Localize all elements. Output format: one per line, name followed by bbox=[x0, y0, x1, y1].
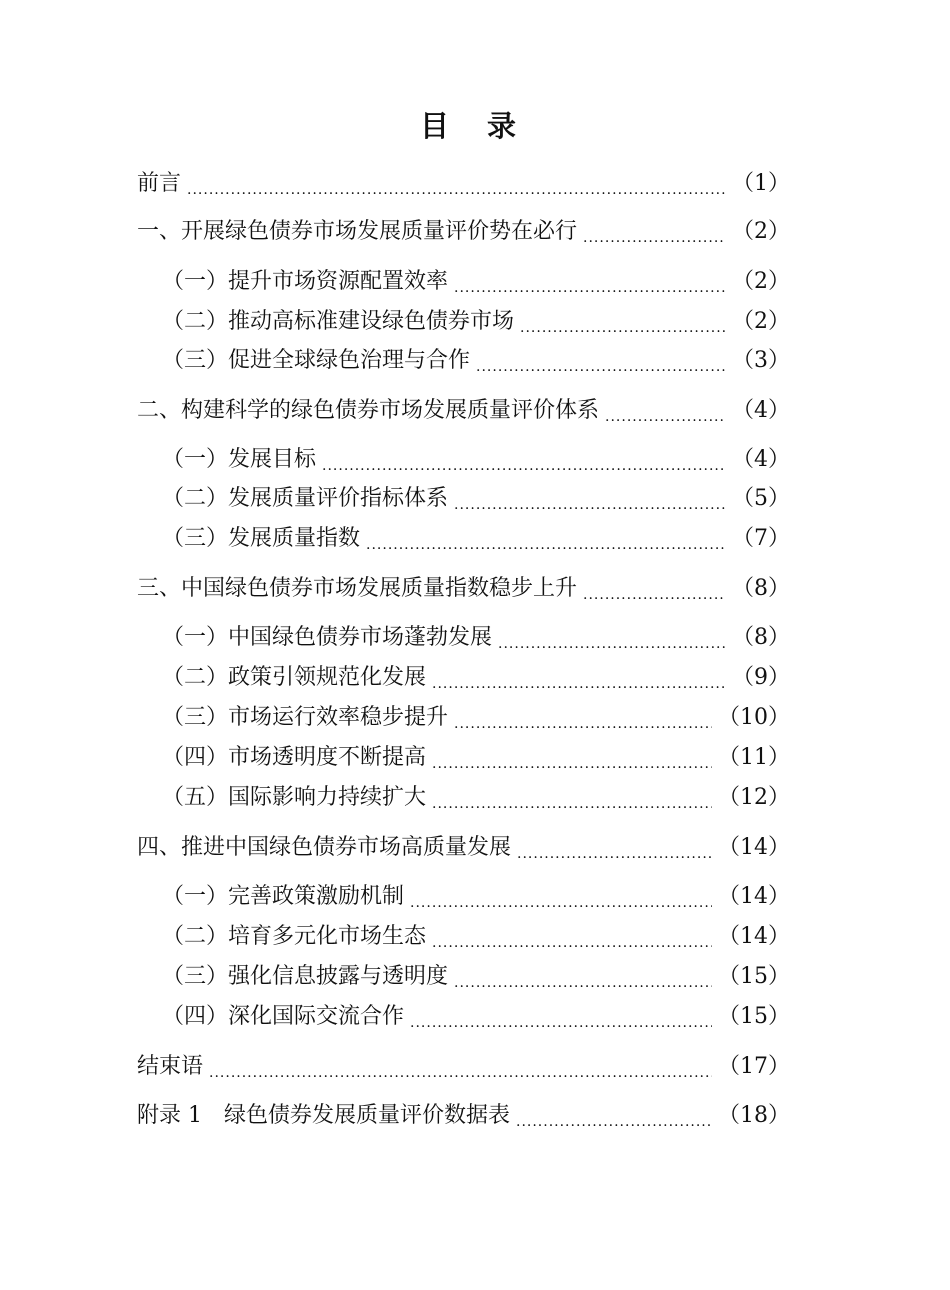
toc-entry-page: （11） bbox=[718, 745, 790, 770]
toc-entry-title: （三）发展质量指数 bbox=[162, 526, 361, 551]
toc-subentry[interactable] bbox=[162, 623, 790, 653]
toc-entry-page: （2） bbox=[732, 269, 790, 294]
toc-entry-title: （三）市场运行效率稳步提升 bbox=[162, 705, 449, 730]
dot-leader bbox=[322, 445, 726, 475]
dot-leader bbox=[476, 346, 726, 376]
page-title: 目 录 bbox=[419, 109, 531, 143]
toc-subentry[interactable] bbox=[162, 267, 790, 297]
toc-subentry[interactable] bbox=[162, 882, 790, 912]
toc-entry-title: 四、推进中国绿色债券市场高质量发展 bbox=[137, 835, 512, 860]
dot-leader bbox=[517, 833, 712, 863]
dot-leader bbox=[366, 524, 726, 554]
toc-entry-title: （一）完善政策激励机制 bbox=[162, 884, 405, 909]
dot-leader bbox=[209, 1052, 712, 1082]
dot-leader bbox=[187, 169, 726, 199]
toc-subentry[interactable] bbox=[162, 484, 790, 514]
toc-entry-page: （10） bbox=[718, 705, 790, 730]
toc-subentry[interactable] bbox=[162, 1002, 790, 1032]
toc-entry[interactable] bbox=[137, 396, 790, 426]
toc-entry-title: （四）市场透明度不断提高 bbox=[162, 745, 427, 770]
toc-entry[interactable] bbox=[137, 1101, 790, 1131]
toc-entry-page: （2） bbox=[732, 309, 790, 334]
dot-leader bbox=[454, 267, 726, 297]
dot-leader bbox=[410, 882, 712, 912]
dot-leader bbox=[454, 484, 726, 514]
toc-entry[interactable] bbox=[137, 1052, 790, 1082]
toc-entry-title: （一）中国绿色债券市场蓬勃发展 bbox=[162, 625, 493, 650]
dot-leader bbox=[432, 743, 712, 773]
toc-entry-page: （1） bbox=[732, 171, 790, 196]
toc-entry-page: （2） bbox=[732, 219, 790, 244]
dot-leader bbox=[432, 922, 712, 952]
toc-entry-page: （15） bbox=[718, 1004, 790, 1029]
toc-entry-page: （8） bbox=[732, 625, 790, 650]
toc-subentry[interactable] bbox=[162, 346, 790, 376]
dot-leader bbox=[454, 962, 712, 992]
toc-entry[interactable] bbox=[137, 169, 790, 199]
dot-leader bbox=[454, 703, 712, 733]
toc-entry-title: （四）深化国际交流合作 bbox=[162, 1004, 405, 1029]
toc-entry-page: （14） bbox=[718, 835, 790, 860]
toc-entry-page: （3） bbox=[732, 348, 790, 373]
toc-entry-page: （9） bbox=[732, 665, 790, 690]
toc-entry[interactable] bbox=[137, 833, 790, 863]
toc-entry-title: （三）促进全球绿色治理与合作 bbox=[162, 348, 471, 373]
dot-leader bbox=[410, 1002, 712, 1032]
dot-leader bbox=[520, 307, 726, 337]
toc-entry-title: （五）国际影响力持续扩大 bbox=[162, 785, 427, 810]
dot-leader bbox=[583, 217, 726, 247]
toc-entry-page: （5） bbox=[732, 486, 790, 511]
toc-subentry[interactable] bbox=[162, 307, 790, 337]
toc-entry-page: （15） bbox=[718, 964, 790, 989]
toc-subentry[interactable] bbox=[162, 783, 790, 813]
dot-leader bbox=[498, 623, 726, 653]
toc-entry-page: （4） bbox=[732, 447, 790, 472]
toc-entry-title: （三）强化信息披露与透明度 bbox=[162, 964, 449, 989]
toc-entry[interactable] bbox=[137, 574, 790, 604]
toc-entry-title: （一）发展目标 bbox=[162, 447, 317, 472]
toc-entry-page: （8） bbox=[732, 576, 790, 601]
toc-subentry[interactable] bbox=[162, 703, 790, 733]
dot-leader bbox=[583, 574, 726, 604]
toc-entry-page: （7） bbox=[732, 526, 790, 551]
toc-entry-title: 附录 1 绿色债券发展质量评价数据表 bbox=[137, 1103, 510, 1128]
toc-entry-page: （17） bbox=[718, 1054, 790, 1079]
toc-entry-title: （二）推动高标准建设绿色债券市场 bbox=[162, 309, 515, 334]
toc-subentry[interactable] bbox=[162, 962, 790, 992]
toc-entry-title: 一、开展绿色债券市场发展质量评价势在必行 bbox=[137, 219, 578, 244]
toc-entry-title: （一）提升市场资源配置效率 bbox=[162, 269, 449, 294]
toc-subentry[interactable] bbox=[162, 524, 790, 554]
toc-entry-title: （二）发展质量评价指标体系 bbox=[162, 486, 449, 511]
toc-subentry[interactable] bbox=[162, 743, 790, 773]
toc-entry-page: （18） bbox=[718, 1103, 790, 1128]
dot-leader bbox=[605, 396, 726, 426]
toc-entry-title: 三、中国绿色债券市场发展质量指数稳步上升 bbox=[137, 576, 578, 601]
toc-entry-page: （4） bbox=[732, 398, 790, 423]
toc-entry-title: 二、构建科学的绿色债券市场发展质量评价体系 bbox=[137, 398, 600, 423]
dot-leader bbox=[432, 783, 712, 813]
toc-entry-page: （14） bbox=[718, 884, 790, 909]
toc-entry-page: （14） bbox=[718, 924, 790, 949]
dot-leader bbox=[432, 663, 726, 693]
toc-subentry[interactable] bbox=[162, 922, 790, 952]
toc-subentry[interactable] bbox=[162, 445, 790, 475]
toc-entry-title: 前言 bbox=[137, 171, 182, 196]
toc-entry-title: 结束语 bbox=[137, 1054, 204, 1079]
toc-entry-title: （二）政策引领规范化发展 bbox=[162, 665, 427, 690]
toc-entry[interactable] bbox=[137, 217, 790, 247]
toc-subentry[interactable] bbox=[162, 663, 790, 693]
dot-leader bbox=[516, 1101, 712, 1131]
toc-entry-title: （二）培育多元化市场生态 bbox=[162, 924, 427, 949]
toc-entry-page: （12） bbox=[718, 785, 790, 810]
